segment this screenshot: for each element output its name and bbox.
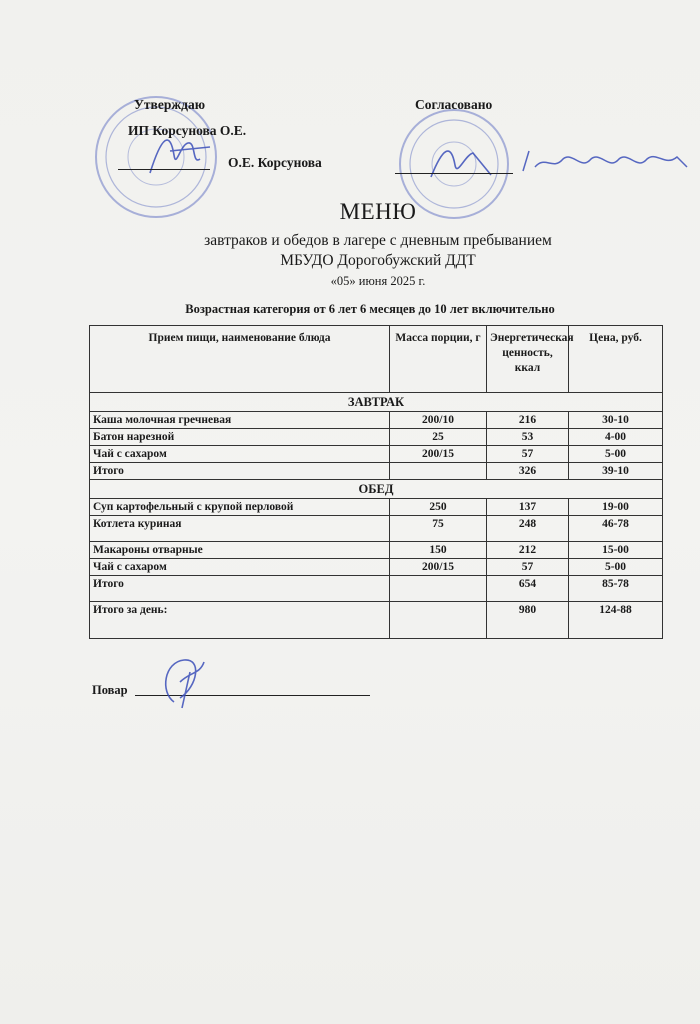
dish-price: 19-00	[569, 499, 663, 516]
cook-signature	[150, 652, 220, 712]
subtotal-row-breakfast	[90, 463, 663, 480]
header-energy: Энергетическая ценность, ккал	[487, 326, 569, 393]
section-row-lunch	[90, 480, 663, 499]
dish-mass: 200/15	[390, 446, 487, 463]
subtotal-label: Итого	[90, 463, 390, 480]
day-total-row	[90, 602, 663, 639]
subtotal-row-lunch	[90, 576, 663, 602]
dish-mass: 200/15	[390, 559, 487, 576]
section-row-breakfast	[90, 393, 663, 412]
dish-price: 30-10	[569, 412, 663, 429]
dish-name: Суп картофельный с крупой перловой	[90, 499, 390, 516]
menu-table	[89, 325, 663, 639]
dish-kcal: 216	[487, 412, 569, 429]
dish-mass: 200/10	[390, 412, 487, 429]
document-title: МЕНЮ	[339, 199, 417, 224]
subtotal-label: Итого	[90, 576, 390, 602]
dish-mass: 25	[390, 429, 487, 446]
subtotal-price: 85-78	[569, 576, 663, 602]
subtotal-mass	[390, 576, 487, 602]
table-row	[90, 429, 663, 446]
subtotal-price: 39-10	[569, 463, 663, 480]
day-total-kcal: 980	[487, 602, 569, 639]
dish-name: Макароны отварные	[90, 542, 390, 559]
dish-mass: 75	[390, 516, 487, 542]
dish-name: Каша молочная гречневая	[90, 412, 390, 429]
table-row	[90, 446, 663, 463]
agreement-signature-line	[395, 173, 513, 174]
table-row	[90, 559, 663, 576]
dish-kcal: 57	[487, 446, 569, 463]
agreement-title: Согласовано	[415, 97, 493, 112]
section-label-lunch: ОБЕД	[90, 480, 663, 499]
dish-kcal: 212	[487, 542, 569, 559]
day-total-price: 124-88	[569, 602, 663, 639]
header-dish: Прием пищи, наименование блюда	[90, 326, 390, 393]
table-row	[90, 542, 663, 559]
dish-price: 4-00	[569, 429, 663, 446]
dish-mass: 150	[390, 542, 487, 559]
table-row	[90, 499, 663, 516]
document-date: «05» июня 2025 г.	[330, 274, 426, 288]
approval-signature-line	[118, 169, 210, 170]
dish-kcal: 53	[487, 429, 569, 446]
agreement-signature	[425, 137, 695, 187]
approval-name: О.Е. Корсунова	[228, 155, 322, 170]
subtotal-kcal: 654	[487, 576, 569, 602]
table-header-row	[90, 326, 663, 393]
age-category: Возрастная категория от 6 лет 6 месяцев до 10 лет включительно	[185, 302, 555, 316]
dish-name: Котлета куриная	[90, 516, 390, 542]
approval-title: Утверждаю	[134, 97, 206, 112]
dish-mass: 250	[390, 499, 487, 516]
subtotal-mass	[390, 463, 487, 480]
dish-price: 46-78	[569, 516, 663, 542]
dish-price: 15-00	[569, 542, 663, 559]
dish-price: 5-00	[569, 446, 663, 463]
dish-name: Чай с сахаром	[90, 446, 390, 463]
subtotal-kcal: 326	[487, 463, 569, 480]
document-subtitle: завтраков и обедов в лагере с дневным пребыванием	[204, 232, 552, 249]
cook-label: Повар	[92, 683, 128, 697]
header-mass: Масса порции, г	[390, 326, 487, 393]
dish-price: 5-00	[569, 559, 663, 576]
dish-kcal: 137	[487, 499, 569, 516]
section-label-breakfast: ЗАВТРАК	[90, 393, 663, 412]
approval-org: ИП Корсунова О.Е.	[128, 123, 247, 138]
table-row	[90, 516, 663, 542]
header-price: Цена, руб.	[569, 326, 663, 393]
dish-kcal: 57	[487, 559, 569, 576]
day-total-label: Итого за день:	[90, 602, 390, 639]
dish-name: Чай с сахаром	[90, 559, 390, 576]
table-row	[90, 412, 663, 429]
dish-kcal: 248	[487, 516, 569, 542]
document-institution: МБУДО Дорогобужский ДДТ	[280, 252, 476, 269]
day-total-mass	[390, 602, 487, 639]
dish-name: Батон нарезной	[90, 429, 390, 446]
